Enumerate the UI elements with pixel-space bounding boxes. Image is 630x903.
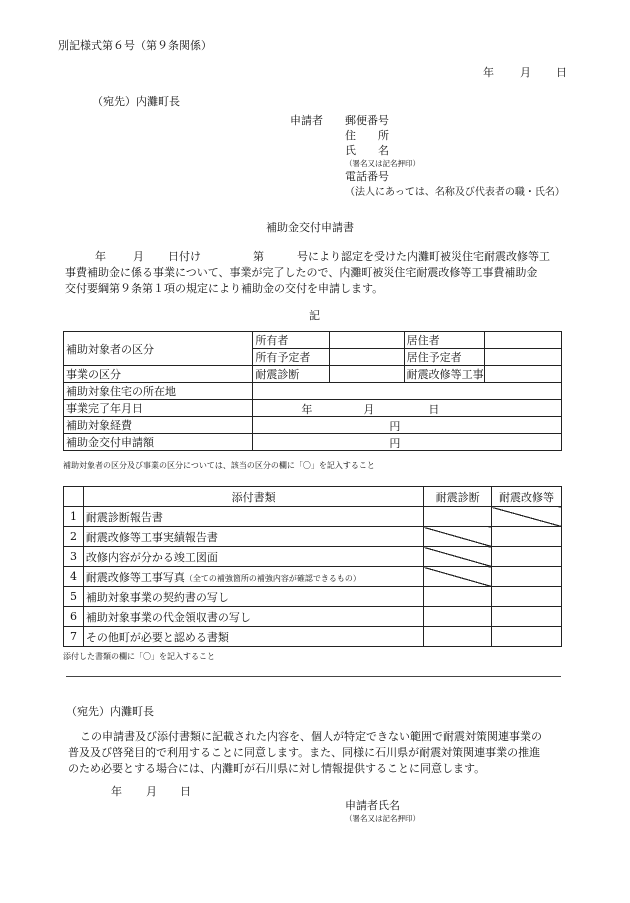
consent-line2: 普及及び啓発目的で利用することに同意します。また、同様に石川県が耐震対策関連事業の推進 bbox=[68, 746, 541, 759]
applicant-label: 申請者 bbox=[290, 114, 323, 127]
table-row bbox=[64, 567, 562, 587]
planned-resident-label: 居住予定者 bbox=[404, 349, 484, 366]
consent-addressee: （宛先）内灘町長 bbox=[66, 705, 154, 718]
planned-owner-check-cell[interactable] bbox=[330, 349, 404, 366]
diagnosis-check-cell[interactable] bbox=[424, 607, 492, 627]
work-check-cell[interactable] bbox=[492, 607, 562, 627]
work-check-cell[interactable] bbox=[492, 567, 562, 587]
consent-applicant-name-label: 申請者氏名 bbox=[345, 799, 400, 812]
signature-note: （署名又は記名押印） bbox=[345, 159, 420, 168]
project-category-label: 事業の区分 bbox=[64, 366, 253, 383]
consent-signature-note: （署名又は記名押印） bbox=[345, 814, 420, 823]
diagnosis-disabled-cell bbox=[424, 527, 492, 547]
resident-label: 居住者 bbox=[404, 332, 484, 349]
row-number: 6 bbox=[64, 607, 84, 627]
attachment-label-sub: （全ての補強箇所の補強内容が確認できるもの） bbox=[184, 573, 361, 583]
intro-month: 月 bbox=[133, 250, 144, 263]
intro-dai: 第 bbox=[253, 250, 264, 263]
completion-date-field[interactable] bbox=[253, 400, 562, 417]
diagnosis-check-cell[interactable] bbox=[424, 627, 492, 647]
owner-check-cell[interactable] bbox=[330, 332, 404, 349]
table2-note: 添付した書類の欄に「〇」を記入すること bbox=[63, 652, 215, 661]
location-field[interactable] bbox=[253, 383, 562, 400]
consent-month: 月 bbox=[146, 785, 157, 798]
table-row bbox=[64, 627, 562, 647]
seismic-diagnosis-check-cell[interactable] bbox=[330, 366, 404, 383]
table-row bbox=[64, 366, 562, 383]
planned-resident-check-cell[interactable] bbox=[484, 349, 561, 366]
intro-line3: 交付要綱第９条第１項の規定により補助金の交付を申請します。 bbox=[65, 282, 384, 295]
date-month: 月 bbox=[520, 66, 531, 79]
subsidy-cost-field[interactable] bbox=[253, 417, 562, 434]
subject-category-label: 補助対象者の区分 bbox=[64, 332, 253, 366]
seismic-diagnosis-label: 耐震診断 bbox=[253, 366, 330, 383]
consent-year: 年 bbox=[111, 785, 122, 798]
table-row bbox=[64, 434, 562, 451]
row-number: 3 bbox=[64, 547, 84, 567]
seismic-work-check-cell[interactable] bbox=[484, 366, 561, 383]
work-disabled-cell bbox=[492, 507, 562, 527]
completion-month: 月 bbox=[363, 403, 375, 416]
row-number: 5 bbox=[64, 587, 84, 607]
divider bbox=[66, 676, 561, 677]
table-row bbox=[64, 507, 562, 527]
consent-line3: のため必要とする場合には、内灘町が石川県に対し情報提供することに同意します。 bbox=[68, 762, 486, 775]
diagnosis-check-cell[interactable] bbox=[424, 587, 492, 607]
date-year: 年 bbox=[483, 66, 494, 79]
corporate-note: （法人にあっては、名称及び代表者の職・氏名） bbox=[345, 187, 565, 198]
resident-check-cell[interactable] bbox=[484, 332, 561, 349]
work-header: 耐震改修等 bbox=[492, 487, 562, 507]
attachments-header: 添付書類 bbox=[83, 487, 423, 507]
subsidy-cost-label: 補助対象経費 bbox=[64, 417, 253, 434]
intro-line1-rest: 号により認定を受けた内灘町被災住宅耐震改修等工 bbox=[297, 250, 550, 263]
row-number: 7 bbox=[64, 627, 84, 647]
intro-line2: 事費補助金に係る事業について、事業が完了したので、内灘町被災住宅耐震改修等工事費補助金 bbox=[65, 266, 538, 279]
table-row bbox=[64, 383, 562, 400]
cost-yen: 円 bbox=[389, 420, 401, 433]
address-label: 住 所 bbox=[345, 129, 389, 142]
request-amount-label: 補助金交付申請額 bbox=[64, 434, 253, 451]
postal-code-label: 郵便番号 bbox=[345, 114, 389, 127]
addressee: （宛先）内灘町長 bbox=[92, 95, 180, 108]
intro-year: 年 bbox=[95, 250, 106, 263]
table-row bbox=[64, 547, 562, 567]
document-title: 補助金交付申請書 bbox=[266, 221, 354, 234]
work-check-cell[interactable] bbox=[492, 527, 562, 547]
consent-line1: この申請書及び添付書類に記載された内容を、個人が特定できない範囲で耐震対策関連事業の bbox=[80, 730, 542, 743]
completion-year: 年 bbox=[301, 403, 313, 416]
attachment-label-main: 耐震改修等工事写真 bbox=[85, 570, 185, 584]
owner-label: 所有者 bbox=[253, 332, 330, 349]
diagnosis-check-cell[interactable] bbox=[424, 507, 492, 527]
amount-yen: 円 bbox=[389, 437, 401, 450]
table1-note: 補助対象者の区分及び事業の区分については、該当の区分の欄に「〇」を記入すること bbox=[63, 461, 375, 470]
consent-day: 日 bbox=[180, 785, 191, 798]
form-number: 別記様式第６号（第９条関係） bbox=[58, 39, 212, 52]
table-row bbox=[64, 487, 562, 507]
attachment-label: 補助対象事業の契約書の写し bbox=[83, 587, 423, 607]
location-label: 補助対象住宅の所在地 bbox=[64, 383, 253, 400]
table-row bbox=[64, 400, 562, 417]
name-label: 氏 名 bbox=[345, 144, 389, 157]
work-check-cell[interactable] bbox=[492, 627, 562, 647]
subsidy-info-table bbox=[63, 331, 562, 451]
table-row bbox=[64, 527, 562, 547]
row-number: 1 bbox=[64, 507, 84, 527]
attachment-label: その他町が必要と認める書類 bbox=[83, 627, 423, 647]
request-amount-field[interactable] bbox=[253, 434, 562, 451]
attachment-label: 改修内容が分かる竣工図面 bbox=[83, 547, 423, 567]
table-row bbox=[64, 332, 562, 349]
table-row bbox=[64, 417, 562, 434]
phone-label: 電話番号 bbox=[345, 170, 389, 183]
completion-date-label: 事業完了年月日 bbox=[64, 400, 253, 417]
date-day: 日 bbox=[556, 66, 567, 79]
completion-day: 日 bbox=[428, 403, 440, 416]
diagnosis-disabled-cell bbox=[424, 547, 492, 567]
diagnosis-header: 耐震診断 bbox=[424, 487, 492, 507]
seismic-work-label: 耐震改修等工事 bbox=[404, 366, 484, 383]
table-row bbox=[64, 607, 562, 627]
attachment-label: 耐震改修等工事実績報告書 bbox=[83, 527, 423, 547]
diagnosis-disabled-cell bbox=[424, 567, 492, 587]
attachments-table bbox=[63, 486, 562, 647]
intro-date-tsuke: 日付け bbox=[168, 250, 201, 263]
work-check-cell[interactable] bbox=[492, 587, 562, 607]
attachment-label bbox=[83, 567, 423, 587]
ki-label: 記 bbox=[309, 309, 320, 322]
row-number: 2 bbox=[64, 527, 84, 547]
attachment-label: 耐震診断報告書 bbox=[83, 507, 423, 527]
table-row bbox=[64, 587, 562, 607]
planned-owner-label: 所有予定者 bbox=[253, 349, 330, 366]
row-number: 4 bbox=[64, 567, 84, 587]
attachment-label: 補助対象事業の代金領収書の写し bbox=[83, 607, 423, 627]
work-check-cell[interactable] bbox=[492, 547, 562, 567]
